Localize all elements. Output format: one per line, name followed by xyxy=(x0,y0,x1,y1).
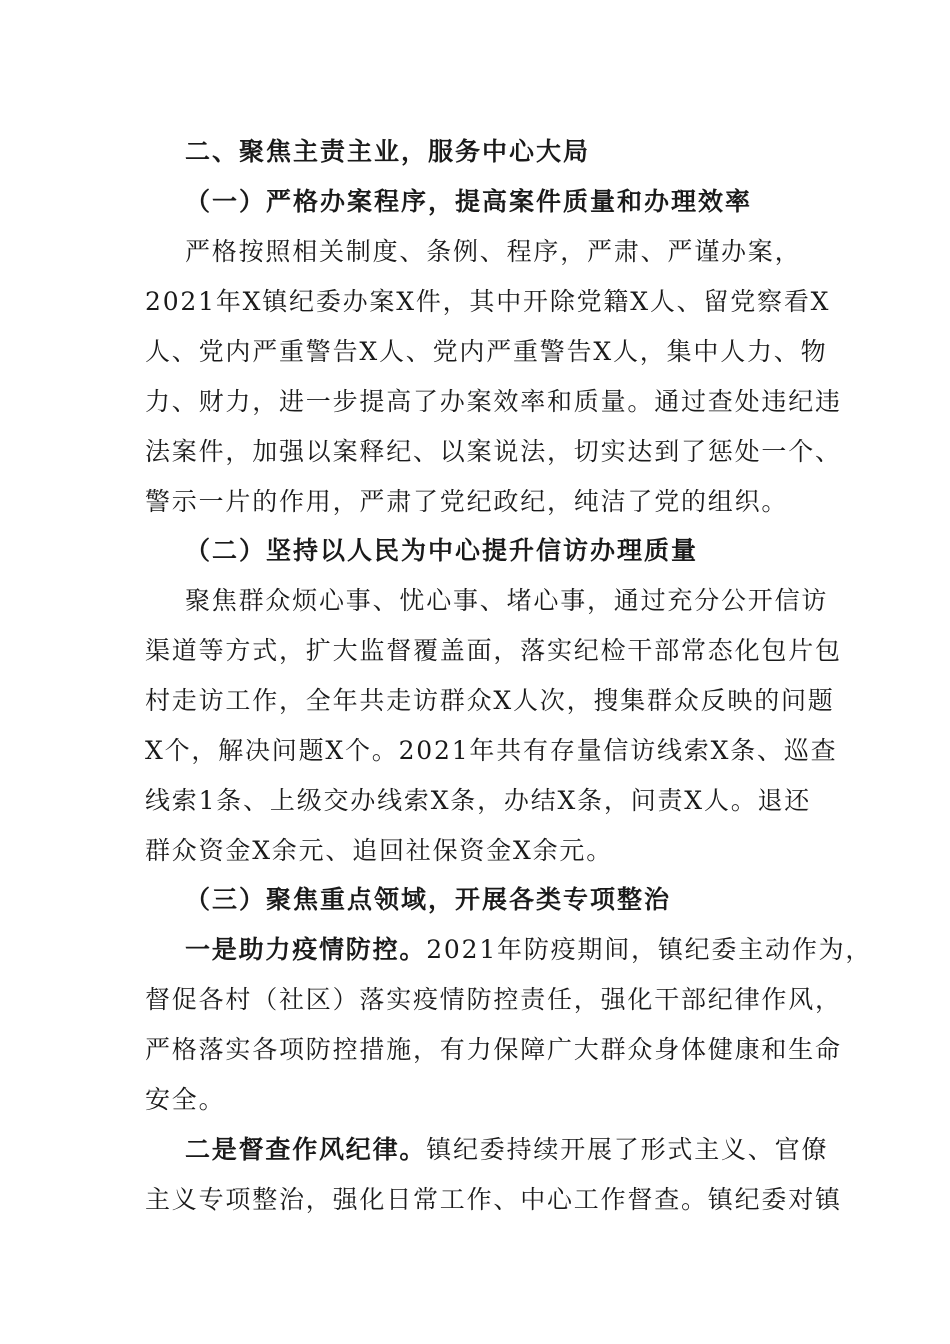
item-1-lead: 一是助力疫情防控。 xyxy=(185,935,427,964)
section-3-item-2-line-2: 主义专项整治，强化日常工作、中心工作督查。镇纪委对镇 xyxy=(145,1185,842,1214)
section-3-item-1-line-3: 严格落实各项防控措施，有力保障广大群众身体健康和生命 xyxy=(145,1035,842,1064)
section-2-line-2: 渠道等方式，扩大监督覆盖面，落实纪检干部常态化包片包 xyxy=(145,636,842,665)
section-1-line-1: 严格按照相关制度、条例、程序，严肃、严谨办案， xyxy=(185,237,802,266)
section-1-title: （一）严格办案程序，提高案件质量和办理效率 xyxy=(185,187,753,216)
section-1-line-3: 人、党内严重警告X人、党内严重警告X人，集中人力、物 xyxy=(145,337,828,366)
section-1-line-5: 法案件，加强以案释纪、以案说法，切实达到了惩处一个、 xyxy=(145,437,842,466)
section-3-item-1-line-2: 督促各村（社区）落实疫情防控责任，强化干部纪律作风， xyxy=(145,985,842,1014)
section-1-line-4: 力、财力，进一步提高了办案效率和质量。通过查处违纪违 xyxy=(145,387,842,416)
section-2-line-3: 村走访工作，全年共走访群众X人次，搜集群众反映的问题 xyxy=(145,686,835,715)
section-3-item-1-line-4: 安全。 xyxy=(145,1085,226,1114)
section-3-item-2-first-line xyxy=(185,1134,829,1166)
section-3-item-1-first-line xyxy=(185,934,873,966)
section-2-line-5: 线索1条、上级交办线索X条，办结X条，问责X人。退还 xyxy=(145,786,812,815)
section-2-line-1: 聚焦群众烦心事、忧心事、堵心事，通过充分公开信访 xyxy=(185,586,829,615)
section-2-title: （二）坚持以人民为中心提升信访办理质量 xyxy=(185,536,699,565)
item-2-first-line-rest: 镇纪委持续开展了形式主义、官僚 xyxy=(426,1135,829,1164)
section-1-line-6: 警示一片的作用，严肃了党纪政纪，纯洁了党的组织。 xyxy=(145,487,789,516)
main-heading: 二、聚焦主责主业，服务中心大局 xyxy=(185,137,591,166)
section-2-line-6: 群众资金X余元、追回社保资金X余元。 xyxy=(145,836,613,865)
section-2-line-4: X个，解决问题X个。2021年共有存量信访线索X条、巡查 xyxy=(145,736,838,765)
section-3-title: （三）聚焦重点领域，开展各类专项整治 xyxy=(185,885,672,914)
item-1-first-line-rest: 2021年防疫期间，镇纪委主动作为， xyxy=(426,935,873,964)
item-2-lead: 二是督查作风纪律。 xyxy=(185,1135,427,1164)
section-1-line-2: 2021年X镇纪委办案X件，其中开除党籍X人、留党察看X xyxy=(145,287,831,316)
